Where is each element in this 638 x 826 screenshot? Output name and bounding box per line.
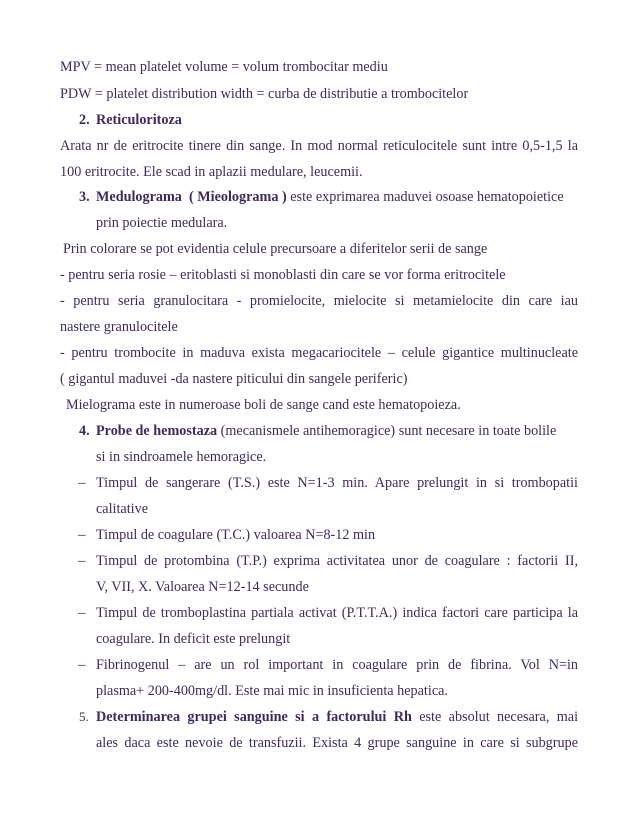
heading-2-title: Reticuloritoza: [96, 112, 182, 128]
heading-5-number: 5.: [79, 709, 89, 724]
red-series-line: - pentru seria rosie – eritoblasti si monoblasti din care se vor forma eritrocitele: [60, 267, 506, 283]
thrombocyte-line-2: ( gigantul maduvei -da nastere piticului din sangele periferic): [60, 371, 408, 387]
coloration-line: Prin colorare se pot evidentia celule precursoare a diferitelor serii de sange: [63, 241, 488, 257]
granulocyte-series-line-2: nastere granulocitele: [60, 319, 178, 335]
heading-4-number: 4.: [79, 423, 90, 439]
heading-4-continuation: si in sindroamele hemoragice.: [96, 449, 267, 465]
heading-3-continuation: prin poiectie medulara.: [96, 215, 228, 231]
heading-3-line: Medulograma ( Mieolograma ) este exprimarea maduvei osoase hematopoietice: [96, 189, 564, 205]
heading-5-continuation: ales daca este nevoie de transfuzii. Exista 4 grupe sanguine in care si subgrupe: [96, 735, 578, 751]
pdw-line: PDW = platelet distribution width = curba de distributie a trombocitelor: [60, 86, 469, 102]
heading-4-line: Probe de hemostaza (mecanismele antihemoragice) sunt necesare in toate bolile: [96, 423, 557, 439]
heading-2-number: 2.: [79, 112, 90, 128]
fibrinogen-line-2: plasma+ 200-400mg/dl. Este mai mic in insuficienta hepatica.: [96, 683, 448, 699]
ptta-bullet: –: [78, 605, 86, 621]
fibrinogen-bullet: –: [78, 657, 86, 673]
granulocyte-series-line-1: - pentru seria granulocitara - promielocite, mielocite si metamielocite din care iau: [60, 293, 578, 309]
ptta-line-2: coagulare. In deficit este prelungit: [96, 631, 291, 647]
prothrombin-time-line-1: Timpul de protombina (T.P.) exprima activitatea unor de coagulare : factorii II,: [96, 553, 578, 569]
reticulocyte-para-line-1: Arata nr de eritrocite tinere din sange. In mod normal reticulocitele sunt intre 0,5-1,5 la: [60, 138, 578, 154]
heading-5-line: Determinarea grupei sanguine si a factorului Rh este absolut necesara, mai: [96, 709, 579, 725]
coagulation-time-line: Timpul de coagulare (T.C.) valoarea N=8-12 min: [96, 527, 376, 543]
bleeding-time-line-2: calitative: [96, 501, 148, 517]
ptta-line-1: Timpul de tromboplastina partiala activat (P.T.T.A.) indica factori care participa la: [96, 605, 578, 621]
myelogram-line: Mielograma este in numeroase boli de sange cand este hematopoieza.: [66, 397, 461, 413]
prothrombin-time-bullet: –: [78, 553, 86, 569]
bleeding-time-line-1: Timpul de sangerare (T.S.) este N=1-3 min. Apare prelungit in si trombopatii: [96, 475, 578, 491]
reticulocyte-para-line-2: 100 eritrocite. Ele scad in aplazii medulare, leucemii.: [60, 164, 363, 180]
fibrinogen-line-1: Fibrinogenul – are un rol important in coagulare prin de fibrina. Vol N=in: [96, 657, 578, 673]
thrombocyte-line-1: - pentru trombocite in maduva exista megacariocitele – celule gigantice multinucleate: [60, 345, 578, 361]
bleeding-time-bullet: –: [78, 475, 86, 491]
heading-3-number: 3.: [79, 189, 90, 205]
coagulation-time-bullet: –: [78, 527, 86, 543]
mpv-line: MPV = mean platelet volume = volum trombocitar mediu: [60, 59, 388, 75]
prothrombin-time-line-2: V, VII, X. Valoarea N=12-14 secunde: [96, 579, 309, 595]
